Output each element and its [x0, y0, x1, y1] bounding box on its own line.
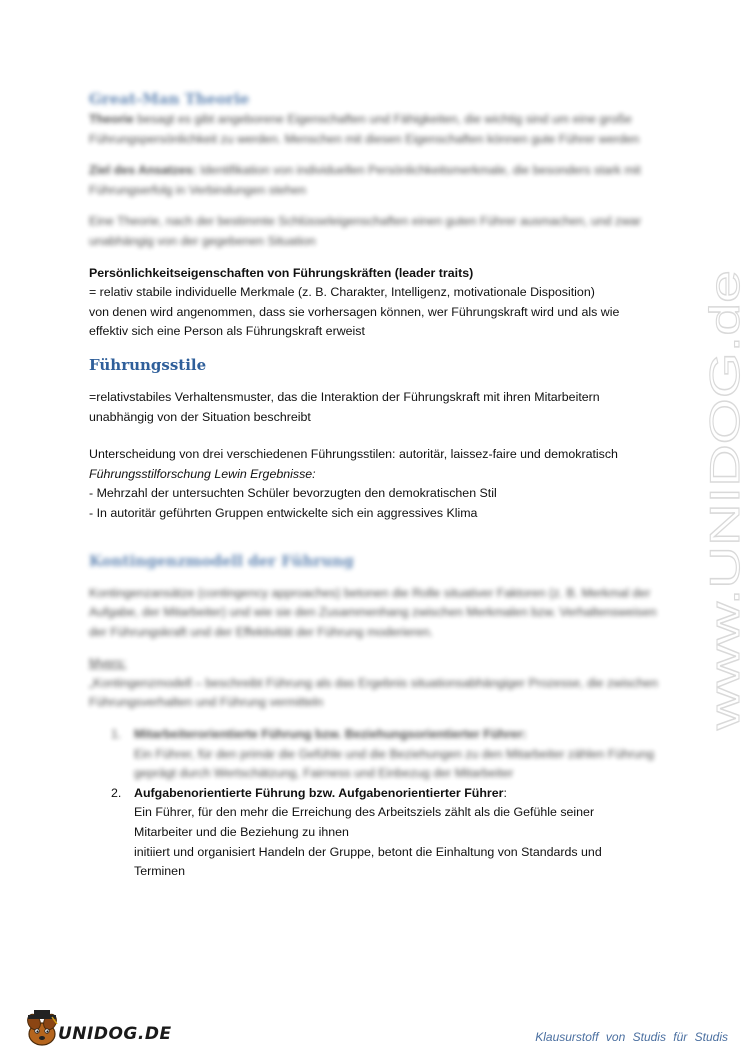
traits-block	[89, 264, 659, 342]
styles-line-4: - In autoritär geführten Gruppen entwickelte sich ein aggressives Klima	[89, 505, 478, 520]
heading-kontingenz: Kontingenzmodell der Führung	[89, 551, 354, 570]
heading-great-man: Great-Man Theorie	[89, 90, 250, 108]
text-theorie: besagt es gibt angeborene Eigenschaften und Fähigkeiten, die wichtig sind um eine große Führungspersönlichkeit zu werden. Menschen mit diesen Eigenschaften können gute Führer werden	[89, 112, 640, 146]
blurred-section-great-man	[89, 88, 659, 252]
item2-line-1: Ein Führer, für den mehr die Erreichung des Arbeitsziels zählt als die Gefühle seiner	[134, 805, 595, 820]
traits-line-1: = relativ stabile individuelle Merkmale (z. B. Charakter, Intelligenz, motivationale Disposition)	[89, 285, 595, 300]
list-item-2	[89, 784, 659, 882]
watermark-text: www.UNIDOG.de	[701, 403, 748, 730]
label-myers: Myers:	[89, 656, 127, 671]
paragraph-theorie	[89, 110, 659, 149]
item2-line-2: Mitarbeiter und die Beziehung zu ihnen	[134, 825, 349, 840]
item2-title: Aufgabenorientierte Führung bzw. Aufgabenorientierter Führer	[134, 785, 504, 800]
item2-colon: :	[503, 785, 507, 800]
paragraph-kontingenzmodell: „Kontingenzmodell – beschreibt Führung als das Ergebnis situationsabhängiger Prozesse, die zwischen Führungsverhalten und Führung vermitteln	[89, 675, 658, 710]
page-content	[89, 88, 659, 882]
item1-title: Mitarbeiterorientierte Führung bzw. Beziehungsorientierter Führer:	[134, 727, 527, 742]
styles-line-2	[89, 465, 659, 485]
dog-icon	[22, 1010, 62, 1048]
list-number-2: 2.	[111, 785, 122, 800]
list-number-1: 1.	[111, 727, 122, 742]
traits-heading	[89, 264, 659, 284]
heading-fuehrungsstile: Führungsstile	[89, 355, 207, 374]
section-fuehrungsstile	[89, 354, 659, 524]
paragraph-eine-theorie: Eine Theorie, nach der bestimmte Schlüsseleigenschaften einen guten Führer ausmachen, und zwar unabhängig von der gegebenen Situation	[89, 214, 642, 248]
logo-text: UNIDOG.DE	[58, 1024, 172, 1044]
item2-line-4: Terminen	[134, 864, 185, 879]
definition-line-1: =relativstabiles Verhaltensmuster, das die Interaktion der Führungskraft mit ihren Mitarbeitern	[89, 389, 600, 404]
label-theorie: Theorie	[89, 112, 134, 126]
definition-line-2: unabhängig von der Situation beschreibt	[89, 409, 311, 424]
styles-line-1: Unterscheidung von drei verschiedenen Führungsstilen: autoritär, laissez-faire und demokratisch	[89, 447, 618, 462]
text-ziel: Identifikation von individuellen Persönlichkeitsmerkmale, die besonders stark mit Führungserfolg in Verbindungen stehen	[89, 163, 641, 197]
footer-logo	[22, 1010, 182, 1050]
item2-title-line	[134, 784, 659, 804]
watermark	[695, 265, 750, 735]
item2-line-3: initiiert und organisiert Handeln der Gruppe, betont die Einhaltung von Standards und	[134, 844, 602, 859]
list-item-1	[89, 725, 659, 784]
traits-heading-text: Persönlichkeitseigenschaften von Führungskräften (leader traits)	[89, 265, 474, 280]
leadership-types-list	[89, 725, 659, 882]
lewin-heading: Führungsstilforschung Lewin Ergebnisse:	[89, 466, 316, 481]
paragraph-ziel	[89, 161, 659, 200]
styles-line-3: - Mehrzahl der untersuchten Schüler bevorzugten den demokratischen Stil	[89, 486, 497, 501]
traits-line-2: von denen wird angenommen, dass sie vorhersagen können, wer Führungskraft wird und als wie	[89, 304, 620, 319]
paragraph-kontingenz: Kontingenzansätze (contingency approaches) betonen die Rolle situativer Faktoren (z. B. Merkmal der Aufgabe, der Mitarbeiter) und wie sie den Zusammenhang zwischen Merkmalen bzw. Verhaltensweisen der Führungskraft und der Effektivität der Führung moderieren.	[89, 585, 657, 639]
blurred-section-kontingenz	[89, 550, 659, 726]
item1-text: Ein Führer, für den primär die Gefühle und die Beziehungen zu den Mitarbeiter zählen Führung geprägt durch Wertschätzung, Fairness und Einbezug der Mitarbeiter	[134, 746, 655, 781]
traits-line-3: effektiv sich eine Person als Führungskraft erweist	[89, 324, 365, 339]
label-ziel: Ziel des Ansatzes:	[89, 163, 197, 178]
footer-tagline: Klausurstoff von Studis für Studis	[535, 1030, 728, 1044]
